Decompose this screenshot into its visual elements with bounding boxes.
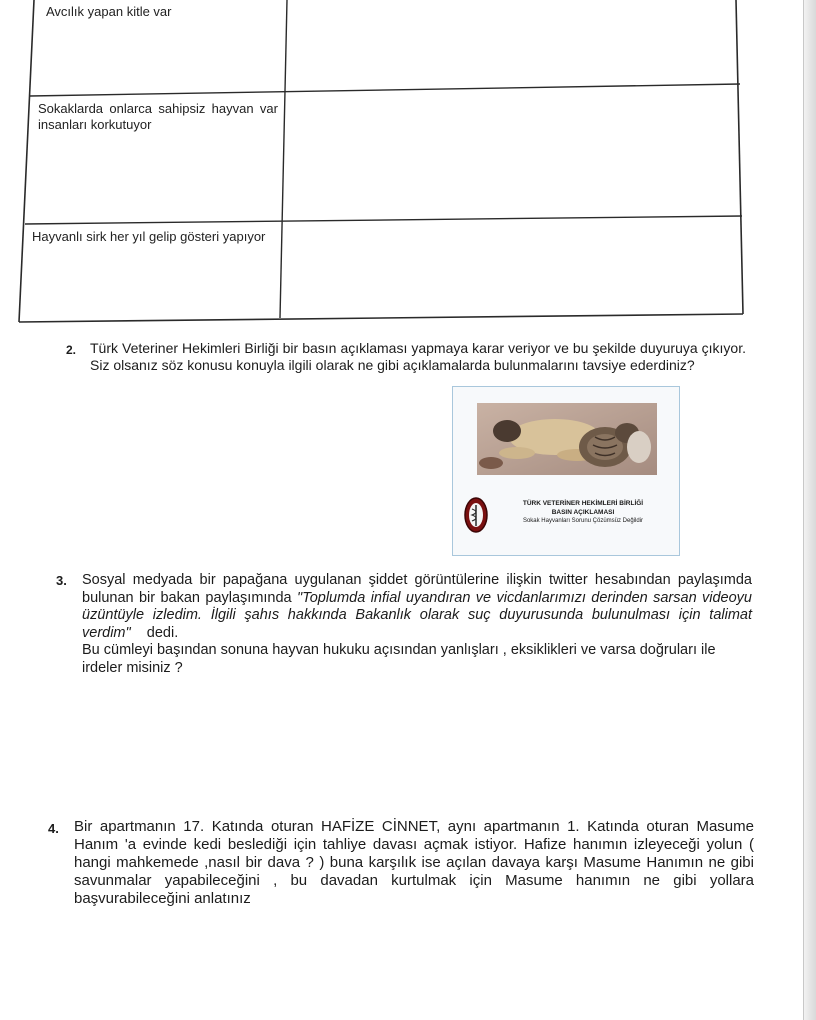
table-row-divider	[30, 84, 740, 96]
question-3-intro: Sosyal medyada bir papağana uygulanan şiddet görüntülerine ilişkin twitter hesabından paylaşımda bulunan bir bakan paylaşımında	[82, 572, 752, 606]
table-left-border	[19, 0, 34, 322]
table-right-border	[736, 0, 743, 314]
table-middle-border	[280, 0, 287, 318]
table-bottom-border	[19, 314, 743, 322]
question-number: 2.	[66, 343, 77, 357]
answer-table	[0, 0, 816, 330]
table-row-divider	[25, 216, 742, 224]
table-cell-statement: Hayvanlı sirk her yıl gelip gösteri yapıyor	[32, 229, 266, 244]
question-4-body: Bir apartmanın 17. Katında oturan HAFİZE CİNNET, aynı apartmanın 1. Katında oturan Masume Hanım 'a evinde kedi beslediği için tahliye davası açmak istiyor. Hafize hanımın izleyeceği yolun ( hangi mahkemede ,nasıl bir dava ? ) buna karşılık ise açılan davaya karşı Masume Hanımın ne gibi savunmalar yapabileceğini , bu davadan kurtulmak için Masume hanımın ne gibi yollara başvurabileceğini anlatınız	[74, 818, 754, 907]
press-release-image	[452, 386, 680, 556]
tvhb-logo-icon	[463, 495, 489, 535]
question-3-task: Bu cümleyi başından sonuna hayvan hukuku açısından yanlışları , eksiklikleri ve varsa doğruları ile irdeler misiniz ?	[82, 642, 716, 676]
table-cell-statement: Avcılık yapan kitle var	[46, 4, 172, 19]
table-cell-statement: Sokaklarda onlarca sahipsiz hayvan var insanları korkutuyor	[38, 101, 278, 132]
minister-quote: "Toplumda infial uyandıran ve vicdanlarımızı derinden sarsan videoyu üzüntüyle izledim. İlgili şahıs hakkında Bakanlık olarak suç duyurusunda bulunulması için talimat verdim"	[82, 589, 753, 641]
press-org-name: TÜRK VETERİNER HEKİMLERİ BİRLİĞİ	[522, 500, 644, 507]
question-3-body	[82, 572, 752, 642]
question-number: 4.	[48, 821, 59, 836]
press-subtitle: Sokak Hayvanları Sorunu Çözümsüz Değildir	[522, 518, 644, 524]
question-3-said: dedi.	[146, 624, 179, 641]
sleeping-animals-photo	[477, 403, 657, 475]
question-3-text	[82, 572, 752, 677]
page-edge-shadow	[804, 0, 816, 1020]
press-title: BASIN AÇIKLAMASI	[551, 509, 615, 516]
question-2-text: Türk Veteriner Hekimleri Birliği bir basın açıklaması yapmaya karar veriyor ve bu şekilde duyuruya çıkıyor. Siz olsanız söz konusu konuyla ilgili olarak ne gibi açıklamalarda bulunmalarını tavsiye ederdiniz?	[90, 340, 746, 373]
question-4-text	[74, 818, 754, 908]
question-number: 3.	[56, 573, 67, 588]
